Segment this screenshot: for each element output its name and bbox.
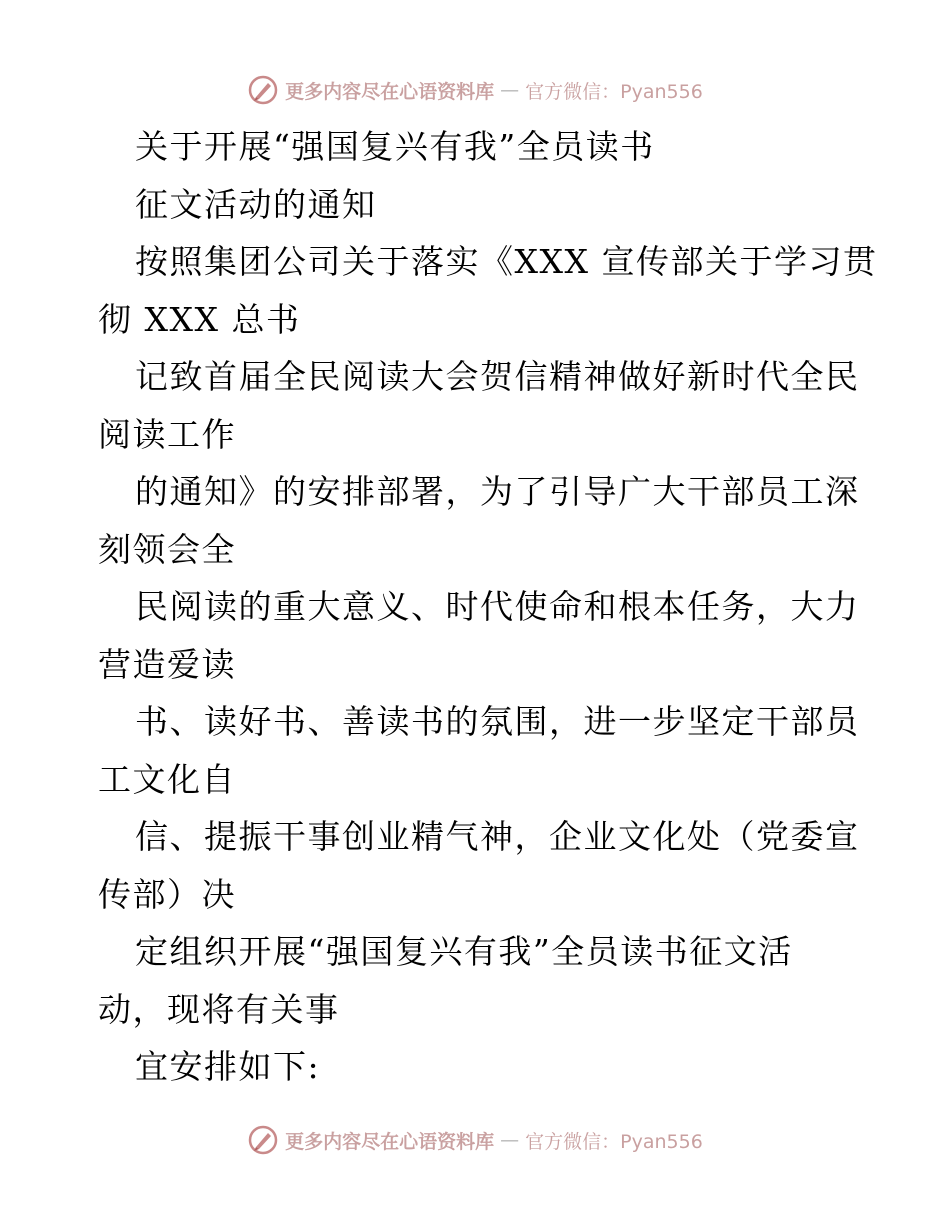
watermark-site-text: 更多内容尽在心语资料库 [285, 80, 495, 103]
watermark-separator: — [500, 1129, 520, 1151]
document-line: 民阅读的重大意义、时代使命和根本任务，大力 [135, 587, 860, 626]
document-line: 的通知》的安排部署，为了引导广大干部员工深 [135, 472, 860, 511]
document-body [98, 118, 878, 1096]
document-line: 书、读好书、善读书的氛围，进一步坚定干部员 [135, 702, 860, 741]
document-line: 定组织开展“强国复兴有我”全员读书征文活 [135, 932, 793, 971]
document-line: 征文活动的通知 [135, 184, 377, 224]
document-line: 宜安排如下: [135, 1047, 321, 1086]
document-line: 彻 XXX 总书 [98, 299, 301, 339]
watermark-content [247, 1124, 703, 1156]
document-line: 信、提振干事创业精气神，企业文化处（党委宣 [135, 817, 860, 856]
document-line: 传部）决 [98, 874, 236, 914]
pen-circle-logo-icon [247, 74, 279, 106]
document-line: 工文化自 [98, 759, 236, 799]
document-line: 营造爱读 [98, 644, 236, 684]
watermark-contact-text: 官方微信：Pyan556 [525, 80, 703, 103]
watermark-contact-text: 官方微信：Pyan556 [525, 1130, 703, 1153]
watermark-content [247, 74, 703, 106]
document-line: 阅读工作 [98, 414, 236, 454]
watermark-separator: — [500, 79, 520, 101]
footer-watermark [0, 1120, 950, 1160]
header-watermark [0, 70, 950, 110]
pen-circle-logo-icon [247, 1124, 279, 1156]
document-line: 刻领会全 [98, 529, 236, 569]
watermark-site-text: 更多内容尽在心语资料库 [285, 1130, 495, 1153]
document-line: 动，现将有关事 [98, 989, 340, 1029]
document-line: 记致首届全民阅读大会贺信精神做好新时代全民 [135, 357, 860, 396]
document-line: 按照集团公司关于落实《XXX 宣传部关于学习贯 [135, 242, 878, 281]
document-line: 关于开展“强国复兴有我”全员读书 [135, 127, 655, 166]
